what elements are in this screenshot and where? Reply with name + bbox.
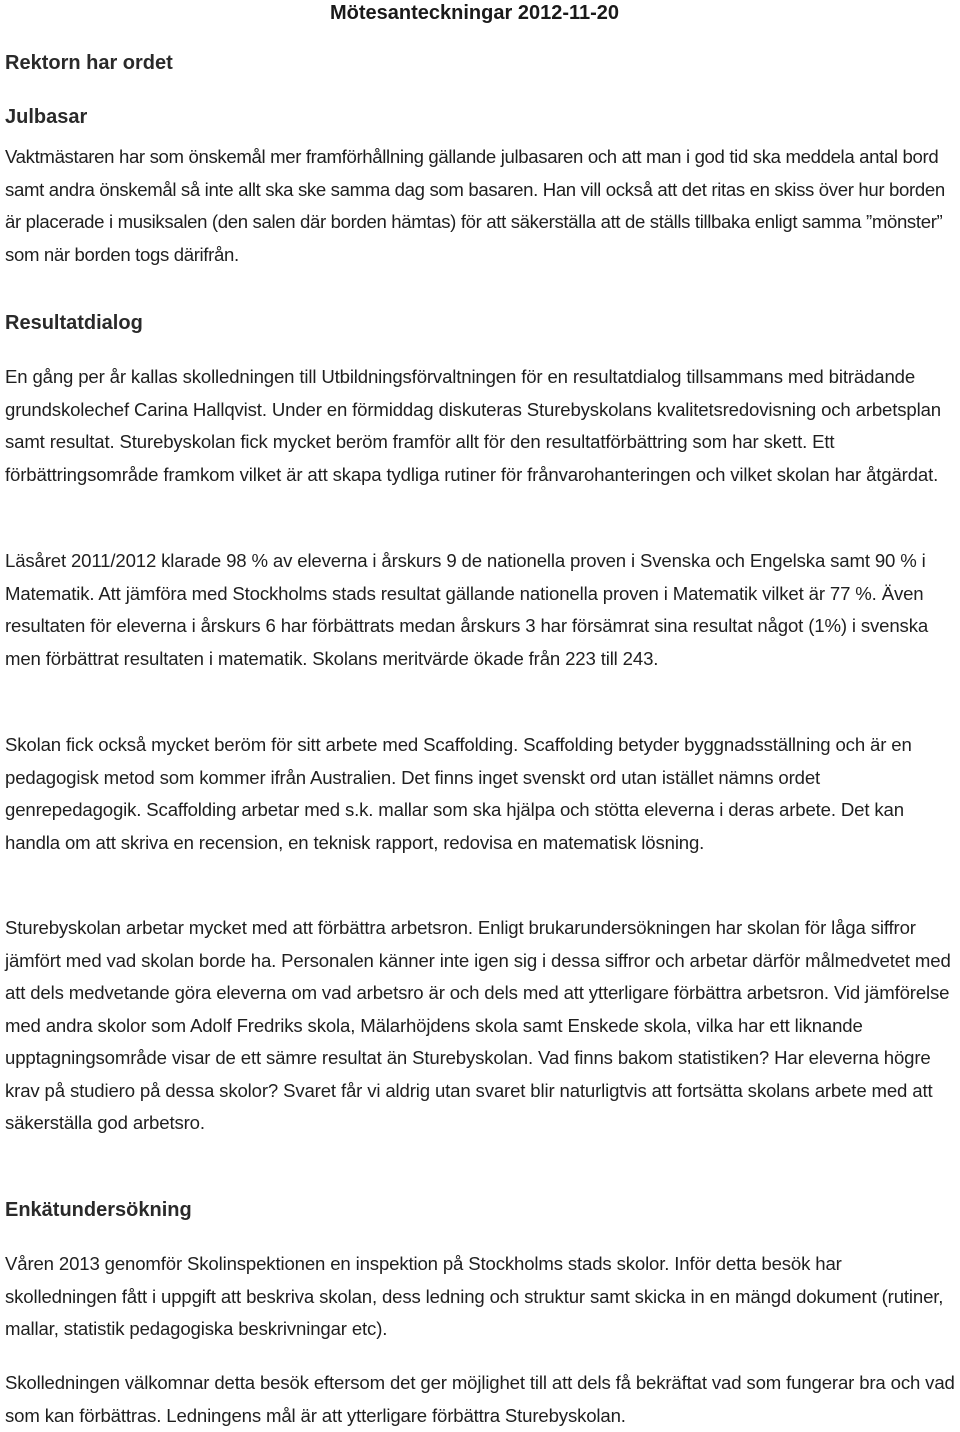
- heading-rektorn-har-ordet: Rektorn har ordet: [5, 52, 173, 74]
- paragraph-resultatdialog-3: Skolan fick också mycket beröm för sitt arbete med Scaffolding. Scaffolding betyder byggnadsställning och är en pedagogisk metod som kommer ifrån Australien. Det finns inget svenskt ord utan istället nämns ordet genrepedagogik. Scaffolding arbetar med s.k. mallar som ska hjälpa och stötta eleverna i deras arbete. Det kan handla om att skriva en recension, en teknisk rapport, redovisa en matematisk lösning.: [5, 734, 912, 853]
- paragraph-enkat-1: Våren 2013 genomför Skolinspektionen en inspektion på Stockholms stads skolor. Inför detta besök har skolledningen fått i uppgift att beskriva skolan, dess ledning och struktur samt skicka in en mängd dokument (rutiner, mallar, statistik pedagogiska beskrivningar etc).: [5, 1253, 944, 1339]
- paragraph-enkat-2: Skolledningen välkomnar detta besök eftersom det ger möjlighet till att dels få bekräftat vad som fungerar bra och vad som kan förbättras. Ledningens mål är att ytterligare förbättra Sturebyskolan.: [5, 1372, 955, 1426]
- paragraph-julbasar: Vaktmästaren har som önskemål mer framförhållning gällande julbasaren och att man i god tid ska meddela antal bord samt andra önskemål så inte allt ska ske samma dag som basaren. Han vill också att det ritas en skiss över hur borden är placerade i musiksalen (den salen där borden hämtas) för att säkerställa att de ställs tillbaka enligt samma ”mönster” som när borden togs därifrån.: [5, 146, 945, 265]
- paragraph-resultatdialog-2: Läsåret 2011/2012 klarade 98 % av eleverna i årskurs 9 de nationella proven i Svenska och Engelska samt 90 % i Matematik. Att jämföra med Stockholms stads resultat gällande nationella proven i Matematik vilket är 77 %. Även resultaten för eleverna i årskurs 6 har förbättrats medan årskurs 3 har försämrat sina resultat något (1%) i svenska men förbättrat resultaten i matematik. Skolans meritvärde ökade från 223 till 243.: [5, 550, 929, 669]
- paragraph-resultatdialog-4: Sturebyskolan arbetar mycket med att förbättra arbetsron. Enligt brukarundersökningen har skolan för låga siffror jämfört med vad skolan borde ha. Personalen känner inte igen sig i dessa siffror och arbetar därför målmedvetet med att dels medvetande göra eleverna om vad arbetsro är och dels med att ytterligare förbättra arbetsron. Vid jämförelse med andra skolor som Adolf Fredriks skola, Mälarhöjdens skola samt Enskede skola, vilka har ett liknande upptagningsområde visar de ett sämre resultat än Sturebyskolan. Vad finns bakom statistiken? Har eleverna högre krav på studiero på dessa skolor? Svaret får vi aldrig utan svaret blir naturligtvis att fortsätta skolans arbete med att säkerställa god arbetsro.: [5, 917, 951, 1133]
- heading-resultatdialog: Resultatdialog: [5, 312, 143, 334]
- heading-enkatundersokning: Enkätundersökning: [5, 1199, 192, 1221]
- heading-julbasar: Julbasar: [5, 106, 88, 128]
- paragraph-resultatdialog-1: En gång per år kallas skolledningen till Utbildningsförvaltningen för en resultatdialog tillsammans med biträdande grundskolechef Carina Hallqvist. Under en förmiddag diskuteras Sturebyskolans kvalitetsredovisning och arbetsplan samt resultat. Sturebyskolan fick mycket beröm framför allt för den resultatförbättring som har skett. Ett förbättringsområde framkom vilket är att skapa tydliga rutiner för frånvarohanteringen och vilket skolan har åtgärdat.: [5, 366, 941, 485]
- document-title: Mötesanteckningar 2012-11-20: [330, 2, 620, 24]
